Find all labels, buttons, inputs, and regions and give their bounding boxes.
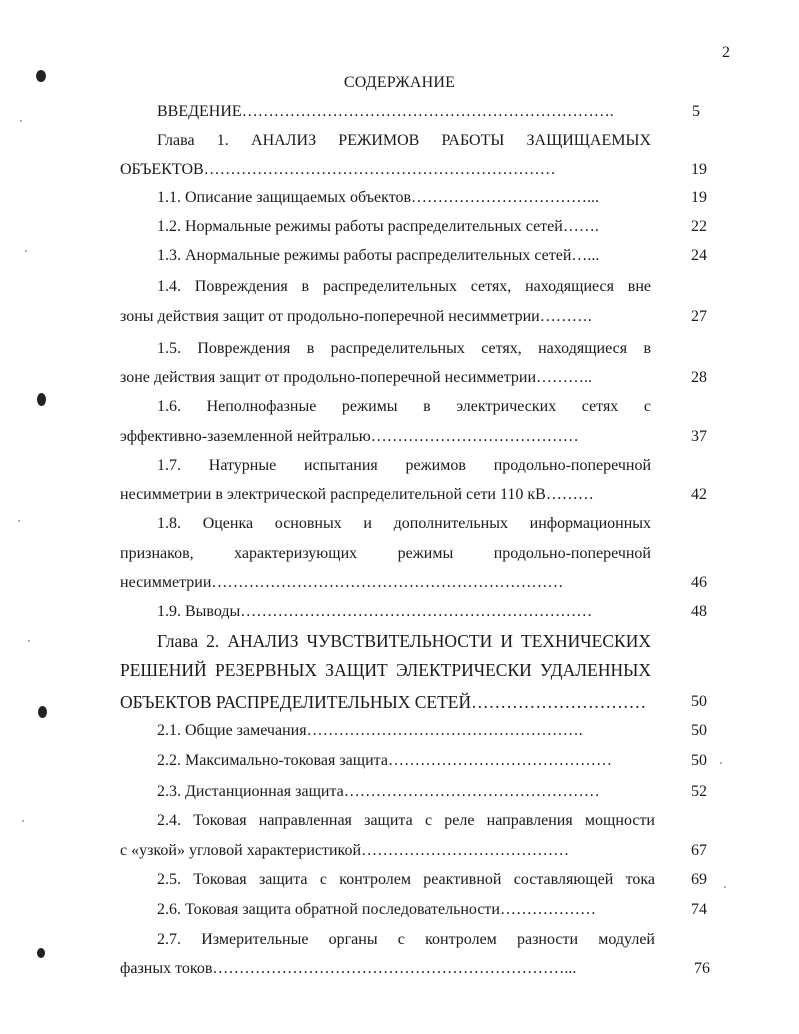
toc-page-number: 27 [691, 308, 707, 325]
toc-line-1-5-b: зоне действия защит от продольно-поперечной несимметрии……….. [120, 369, 593, 386]
toc-line-1-8-b: признаков, характеризующих режимы продольно-поперечной [120, 545, 651, 562]
toc-line-2-1: 2.1. Общие замечания……………………………………………. [157, 722, 583, 739]
toc-line-2-7-b: фазных токов…………………………………………………………... [120, 960, 577, 977]
toc-page-number: 28 [691, 369, 707, 386]
toc-line-1-8-c: несимметрии………………………………………………………… [120, 574, 564, 591]
toc-page-number: 69 [691, 871, 707, 888]
scan-speck [25, 250, 27, 252]
page-number: 2 [722, 44, 730, 61]
scan-speck [36, 70, 46, 82]
toc-line-1-4-b: зоны действия защит от продольно-поперечной несимметрии………. [120, 308, 592, 325]
toc-page-number: 19 [691, 189, 707, 206]
scan-speck [22, 820, 24, 822]
toc-line-2-4-a: 2.4. Токовая направленная защита с реле направления мощности [157, 812, 655, 829]
toc-line-1-7-b: несимметрии в электрической распределительной сети 110 кВ……… [120, 486, 594, 503]
toc-title: СОДЕРЖАНИЕ [343, 74, 456, 91]
toc-page-number: 22 [691, 218, 707, 235]
toc-line-chapter2-a: Глава 2. АНАЛИЗ ЧУВСТВИТЕЛЬНОСТИ И ТЕХНИЧЕСКИХ [157, 631, 651, 651]
toc-page-number: 52 [691, 783, 707, 800]
toc-line-1-4-a: 1.4. Повреждения в распределительных сетях, находящиеся вне [157, 278, 651, 295]
toc-line-2-6: 2.6. Токовая защита обратной последовательности……………… [157, 901, 596, 918]
toc-line-2-4-b: с «узкой» угловой характеристикой………………………………… [120, 842, 570, 859]
toc-page-number: 48 [691, 603, 707, 620]
toc-line-1-8-a: 1.8. Оценка основных и дополнительных информационных [157, 515, 651, 532]
toc-line-1-1: 1.1. Описание защищаемых объектов……………………………... [157, 189, 600, 206]
scan-speck [28, 640, 30, 642]
toc-line-2-3: 2.3. Дистанционная защита………………………………………… [157, 783, 600, 800]
scan-speck [37, 393, 46, 406]
toc-line-chapter2-c: ОБЪЕКТОВ РАСПРЕДЕЛИТЕЛЬНЫХ СЕТЕЙ………………………… [120, 692, 647, 712]
toc-page-number: 74 [691, 901, 707, 918]
scan-speck [720, 762, 722, 764]
toc-line-chapter2-b: РЕШЕНИЙ РЕЗЕРВНЫХ ЗАЩИТ ЭЛЕКТРИЧЕСКИ УДАЛЕННЫХ [120, 660, 651, 680]
toc-page-number: 37 [691, 428, 707, 445]
toc-line-chapter1-b: ОБЪЕКТОВ………………………………………………………… [120, 161, 556, 178]
toc-line-1-6-a: 1.6. Неполнофазные режимы в электрических сетях с [157, 398, 651, 415]
toc-page-number: 50 [691, 693, 707, 710]
scan-speck [18, 520, 20, 522]
toc-line-1-3: 1.3. Анормальные режимы работы распределительных сетей…... [157, 247, 600, 264]
toc-page-number: 76 [694, 960, 710, 977]
scan-speck [38, 706, 47, 718]
toc-line-introduction: ВВЕДЕНИЕ……………………………………………………………. [157, 103, 614, 120]
toc-line-1-6-b: эффективно-заземленной нейтралью………………………………… [120, 428, 579, 445]
toc-page-number: 42 [691, 486, 707, 503]
toc-page-number: 46 [691, 574, 707, 591]
scan-speck [724, 886, 726, 888]
toc-line-2-5: 2.5. Токовая защита с контролем реактивной составляющей тока [157, 871, 655, 888]
toc-line-2-2: 2.2. Максимально-токовая защита…………………………………… [157, 752, 612, 769]
toc-line-1-7-a: 1.7. Натурные испытания режимов продольно-поперечной [157, 457, 651, 474]
toc-page-number: 50 [691, 752, 707, 769]
toc-line-1-2: 1.2. Нормальные режимы работы распределительных сетей……. [157, 218, 599, 235]
toc-page-number: 5 [692, 103, 700, 120]
toc-page-number: 19 [691, 161, 707, 178]
scan-speck [20, 120, 22, 122]
toc-line-1-5-a: 1.5. Повреждения в распределительных сетях, находящиеся в [157, 340, 651, 357]
scan-speck [37, 948, 45, 958]
toc-line-chapter1-a: Глава 1. АНАЛИЗ РЕЖИМОВ РАБОТЫ ЗАЩИЩАЕМЫХ [157, 132, 651, 149]
toc-line-2-7-a: 2.7. Измерительные органы с контролем разности модулей [157, 931, 655, 948]
toc-page-number: 24 [691, 247, 707, 264]
toc-line-1-9: 1.9. Выводы………………………………………………………… [157, 603, 593, 620]
toc-page-number: 50 [691, 722, 707, 739]
toc-page-number: 67 [691, 842, 707, 859]
